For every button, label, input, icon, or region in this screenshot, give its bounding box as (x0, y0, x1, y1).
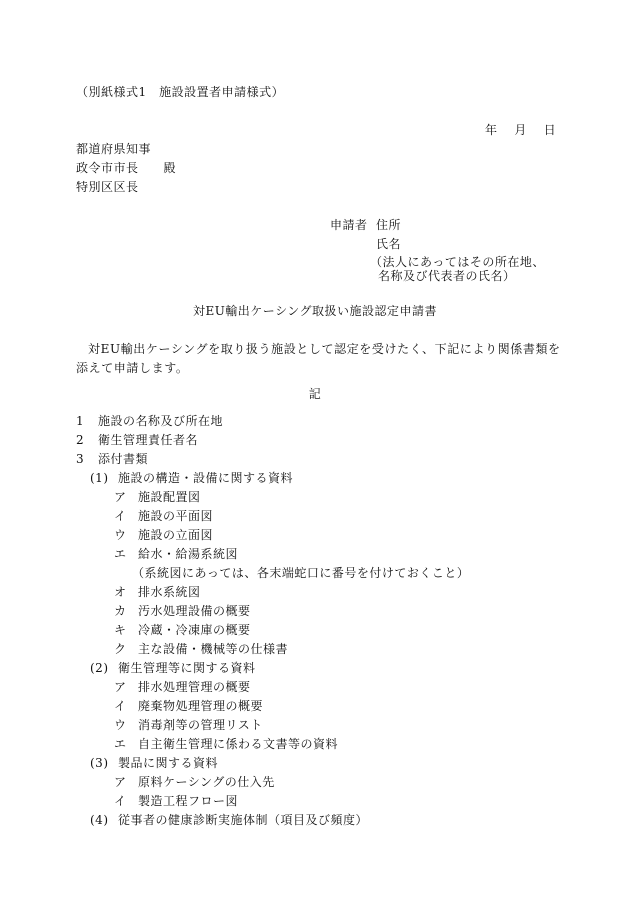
sub-text: 冷蔵・冷凍庫の概要 (138, 623, 251, 637)
attachment-number: (4) (90, 813, 109, 827)
sub-item (114, 527, 213, 543)
item-text: 添付書類 (98, 452, 149, 466)
sub-item (114, 584, 201, 600)
applicant-note-1: （法人にあってはその所在地、 (370, 255, 545, 269)
attachment-number: (1) (90, 471, 109, 485)
sub-mark: オ (114, 585, 127, 599)
sub-mark: イ (114, 794, 127, 808)
sub-mark: ウ (114, 528, 127, 542)
sub-item (114, 622, 251, 638)
attachment-heading (90, 755, 218, 771)
attachment-title: 従事者の健康診断実施体制（項目及び頻度） (118, 813, 369, 827)
sub-note: （系統図にあっては、各末端蛇口に番号を付けておくこと） (132, 566, 470, 580)
attachment-title: 施設の構造・設備に関する資料 (118, 471, 294, 485)
applicant-name: 氏名 (376, 237, 402, 251)
sub-mark: エ (114, 547, 127, 561)
applicant-address: 住所 (376, 218, 402, 232)
sub-text: 汚水処理設備の概要 (138, 604, 251, 618)
item-number: 2 (76, 433, 85, 447)
sub-item (114, 717, 263, 733)
sub-text: 施設配置図 (138, 490, 201, 504)
item-text: 施設の名称及び所在地 (98, 414, 224, 428)
sub-mark: ク (114, 642, 127, 656)
sub-item (114, 489, 201, 505)
applicant-note-2: 名称及び代表者の氏名） (378, 269, 516, 283)
list-item-1 (76, 413, 223, 429)
item-text: 衛生管理責任者名 (98, 433, 199, 447)
sub-item (114, 679, 251, 695)
applicant-label: 申請者 (330, 218, 368, 232)
attachment-title: 衛生管理等に関する資料 (118, 661, 256, 675)
item-number: 3 (76, 452, 85, 466)
sub-text: 施設の立面図 (138, 528, 214, 542)
sub-text: 施設の平面図 (138, 509, 214, 523)
sub-mark: エ (114, 737, 127, 751)
addressee-ward: 特別区区長 (76, 180, 139, 194)
item-number: 1 (76, 414, 85, 428)
sub-mark: イ (114, 509, 127, 523)
form-label: （別紙様式1 施設設置者申請様式） (76, 85, 285, 99)
sub-text: 消毒剤等の管理リスト (138, 718, 263, 732)
sub-text: 排水系統図 (138, 585, 201, 599)
sub-text: 主な設備・機械等の仕様書 (138, 642, 289, 656)
sub-item (114, 546, 238, 562)
sub-item (114, 603, 251, 619)
sub-mark: ア (114, 490, 127, 504)
attachment-number: (3) (90, 756, 109, 770)
addressee-prefecture: 都道府県知事 (76, 142, 152, 156)
attachment-number: (2) (90, 661, 109, 675)
sub-item (114, 508, 213, 524)
ki-heading: 記 (308, 387, 322, 401)
sub-text: 原料ケーシングの仕入先 (138, 775, 275, 789)
list-item-2 (76, 432, 198, 448)
document-title: 対EU輸出ケーシング取扱い施設認定申請書 (192, 304, 438, 318)
body-text: 対EU輸出ケーシングを取り扱う施設として認定を受けたく、下記により関係書類を添えて申請します。 (76, 342, 561, 375)
sub-text: 自主衛生管理に係わる文書等の資料 (138, 737, 339, 751)
addressee-city: 政令市市長 殿 (76, 161, 177, 175)
sub-mark: ア (114, 680, 127, 694)
sub-mark: ウ (114, 718, 127, 732)
sub-item (114, 698, 263, 714)
sub-mark: キ (114, 623, 127, 637)
sub-text: 廃棄物処理管理の概要 (138, 699, 264, 713)
sub-mark: カ (114, 604, 127, 618)
attachment-heading (90, 470, 293, 486)
date-line: 年 月 日 (485, 123, 557, 137)
attachment-heading (90, 660, 256, 676)
sub-text: 製造工程フロー図 (138, 794, 239, 808)
sub-mark: ア (114, 775, 127, 789)
sub-item (114, 774, 275, 790)
sub-item (114, 641, 288, 657)
sub-item (114, 793, 238, 809)
sub-text: 排水処理管理の概要 (138, 680, 251, 694)
attachment-heading (90, 812, 368, 828)
attachment-title: 製品に関する資料 (118, 756, 219, 770)
sub-mark: イ (114, 699, 127, 713)
list-item-3 (76, 451, 148, 467)
sub-text: 給水・給湯系統図 (138, 547, 239, 561)
sub-item (114, 736, 338, 752)
